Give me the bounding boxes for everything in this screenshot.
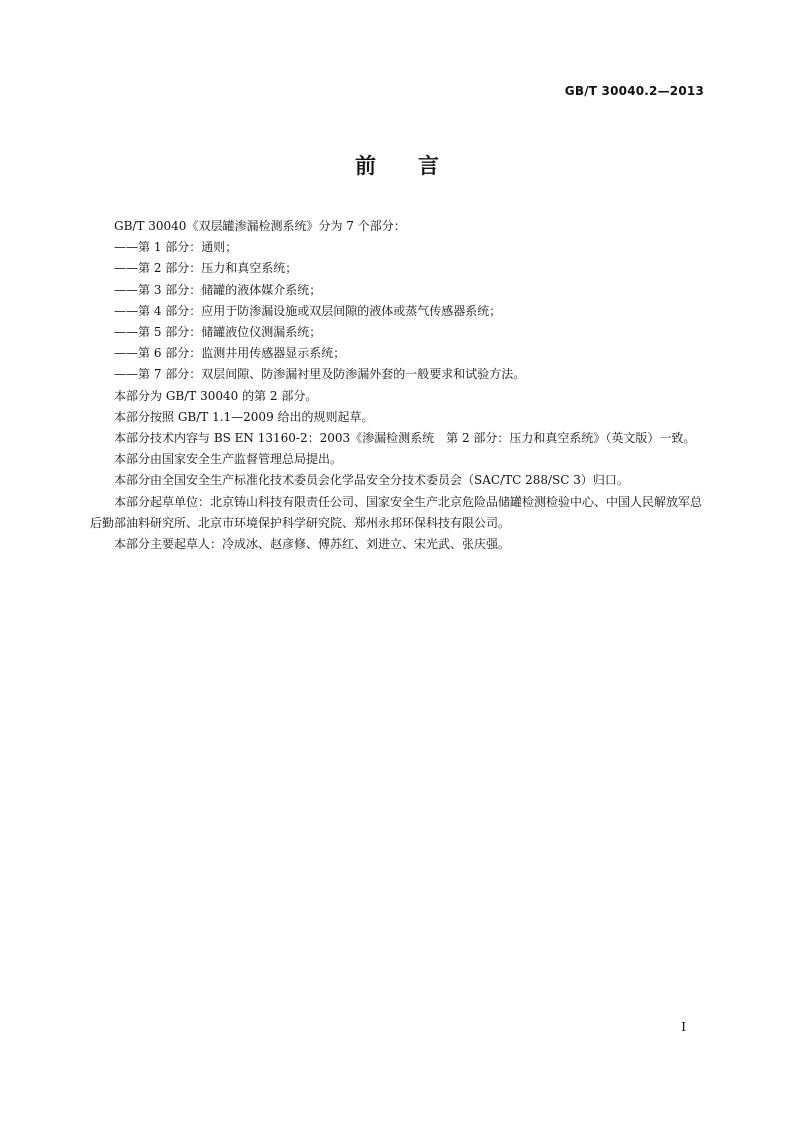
list-item-part-7: ——第 7 部分：双层间隙、防渗漏衬里及防渗漏外套的一般要求和试验方法。 [114,367,526,382]
paragraph-responsible-committee: 本部分由全国安全生产标准化技术委员会化学品安全分技术委员会（SAC/TC 288/SC 3）归口。 [114,473,629,488]
paragraph-drafters: 本部分主要起草人：冷成冰、赵彦修、傅苏红、刘进立、宋光武、张庆强。 [114,537,511,552]
list-item-part-6: ——第 6 部分：监测井用传感器显示系统； [114,346,346,361]
list-item-part-5: ——第 5 部分：储罐液位仪测漏系统； [114,325,322,340]
standard-number: GB/T 30040.2—2013 [564,84,704,98]
paragraph-part-statement: 本部分为 GB/T 30040 的第 2 部分。 [114,388,318,403]
foreword-body [90,216,706,555]
paragraph-parts-intro: GB/T 30040《双层罐渗漏检测系统》分为 7 个部分： [114,219,406,233]
page-title: 前言 [355,154,481,178]
paragraph-drafting-organizations: 本部分起草单位：北京铸山科技有限责任公司、国家安全生产北京危险品储罐检测检验中心、中国人民解放军总后勤部油料研究所、北京市环境保护科学研究院、郑州永邦环保科技有限公司。 [90,494,703,530]
paragraph-technical-equivalence: 本部分技术内容与 BS EN 13160-2：2003《渗漏检测系统 第 2 部分：压力和真空系统》（英文版）一致。 [114,431,696,446]
list-item-part-2: ——第 2 部分：压力和真空系统； [114,261,298,276]
page-number: I [681,1020,686,1034]
list-item-part-3: ——第 3 部分：储罐的液体媒介系统； [114,282,322,297]
list-item-part-4: ——第 4 部分：应用于防渗漏设施或双层间隙的液体或蒸气传感器系统； [114,303,502,318]
list-item-part-1: ——第 1 部分：通则； [114,240,238,255]
paragraph-proposer: 本部分由国家安全生产监督管理总局提出。 [114,452,343,467]
paragraph-drafting-rules: 本部分按照 GB/T 1.1—2009 给出的规则起草。 [114,409,374,424]
